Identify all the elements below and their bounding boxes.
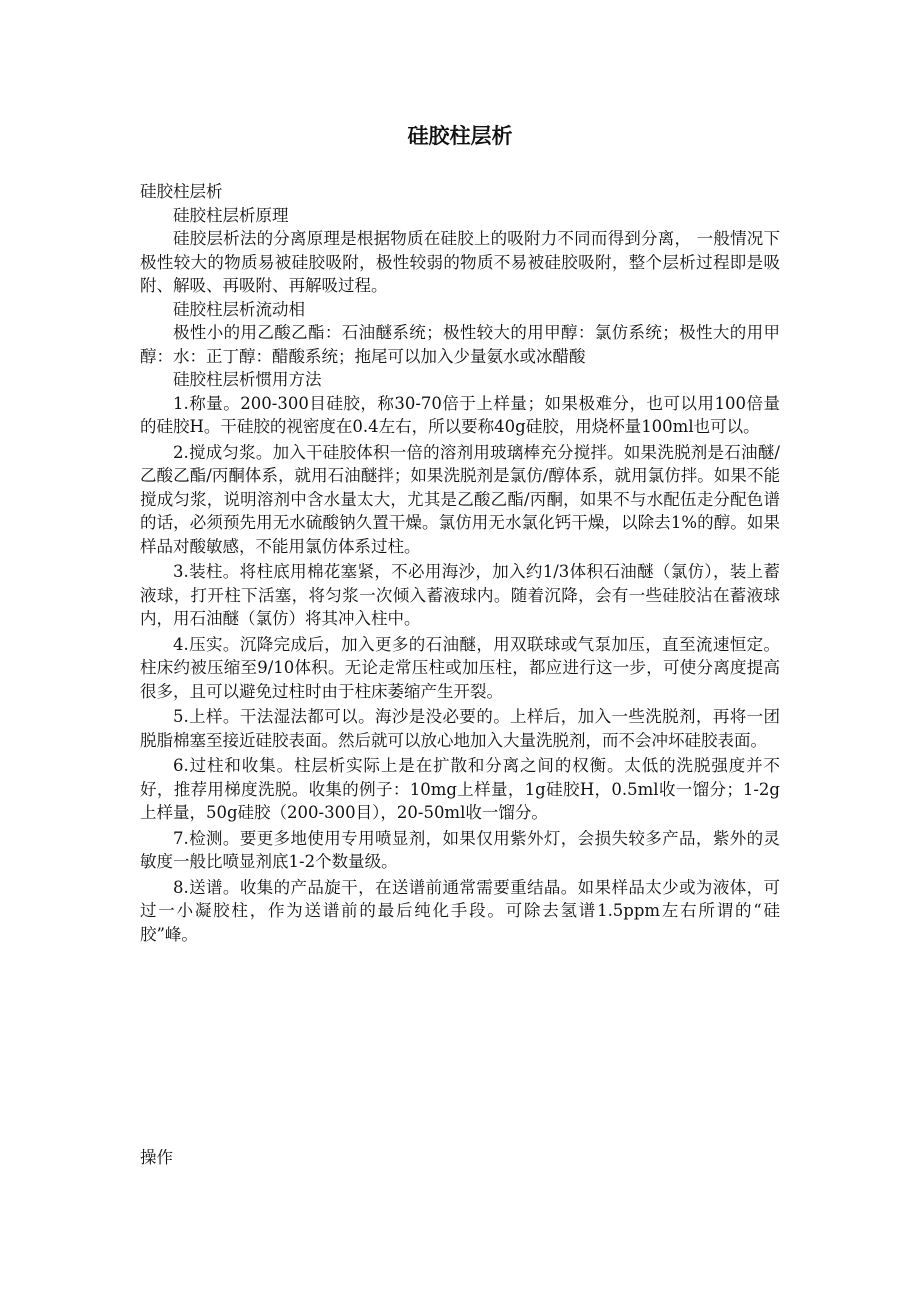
paragraph-step-5: 5.上样。干法湿法都可以。海沙是没必要的。上样后，加入一些洗脱剂，再将一团脱脂棉塞至接近硅胶表面。然后就可以放心地加入大量洗脱剂，而不会冲坏硅胶表面。	[140, 707, 780, 750]
paragraph-principle: 硅胶层析法的分离原理是根据物质在硅胶上的吸附力不同而得到分离， 一般情况下极性较大的物质易被硅胶吸附，极性较弱的物质不易被硅胶吸附，整个层析过程即是吸附、解吸、再吸附、再解吸过程。	[140, 229, 780, 295]
paragraph-step-4: 4.压实。沉降完成后，加入更多的石油醚，用双联球或气泵加压，直至流速恒定。柱床约被压缩至9/10体积。无论走常压柱或加压柱，都应进行这一步，可使分离度提高很多，且可以避免过柱时由于柱床萎缩产生开裂。	[140, 634, 780, 701]
paragraph-step-6: 6.过柱和收集。柱层析实际上是在扩散和分离之间的权衡。太低的洗脱强度并不好，推荐用梯度洗脱。收集的例子：10mg上样量，1g硅胶H，0.5ml收一馏分；1-2g上样量，50g硅胶（200-300目），20-50ml收一馏分。	[140, 756, 780, 822]
operation-heading: 操作	[140, 1148, 173, 1167]
paragraph-mobile-phase-heading: 硅胶柱层析流动相	[173, 299, 305, 319]
paragraph-mobile-phase: 极性小的用乙酸乙酯：石油醚系统；极性较大的用甲醇：氯仿系统；极性大的用甲醇：水：正丁醇：醋酸系统；拖尾可以加入少量氨水或冰醋酸	[140, 323, 780, 366]
page-title: 硅胶柱层析	[407, 124, 513, 148]
document-body	[140, 180, 780, 946]
paragraph-method-heading: 硅胶柱层析惯用方法	[173, 370, 322, 389]
paragraph-step-1: 1.称量。200-300目硅胶，称30-70倍于上样量；如果极难分，也可以用100倍量的硅胶H。干硅胶的视密度在0.4左右，所以要称40g硅胶，用烧杯量100ml也可以。	[140, 393, 780, 436]
section-heading: 硅胶柱层析	[140, 182, 223, 201]
paragraph-step-7: 7.检测。要更多地使用专用喷显剂，如果仅用紫外灯，会损失较多产品，紫外的灵敏度一般比喷显剂底1-2个数量级。	[140, 828, 780, 871]
paragraph-step-3: 3.装柱。将柱底用棉花塞紧，不必用海沙，加入约1/3体积石油醚（氯仿），装上蓄液球，打开柱下活塞，将匀浆一次倾入蓄液球内。随着沉降，会有一些硅胶沾在蓄液球内，用石油醚（氯仿）将其冲入柱中。	[140, 562, 780, 628]
paragraph-step-2: 2.搅成匀浆。加入干硅胶体积一倍的溶剂用玻璃棒充分搅拌。如果洗脱剂是石油醚/乙酸乙酯/丙酮体系，就用石油醚拌；如果洗脱剂是氯仿/醇体系，就用氯仿拌。如果不能搅成匀浆，说明溶剂中含水量太大，尤其是乙酸乙酯/丙酮，如果不与水配伍走分配色谱的话，必须预先用无水硫酸钠久置干燥。氯仿用无水氯化钙干燥，以除去1%的醇。如果样品对酸敏感，不能用氯仿体系过柱。	[140, 442, 780, 556]
paragraph-step-8: 8.送谱。收集的产品旋干，在送谱前通常需要重结晶。如果样品太少或为液体，可过一小凝胶柱，作为送谱前的最后纯化手段。可除去氢谱1.5ppm左右所谓的“硅胶”峰。	[140, 877, 780, 944]
paragraph-principle-heading: 硅胶柱层析原理	[173, 205, 289, 225]
